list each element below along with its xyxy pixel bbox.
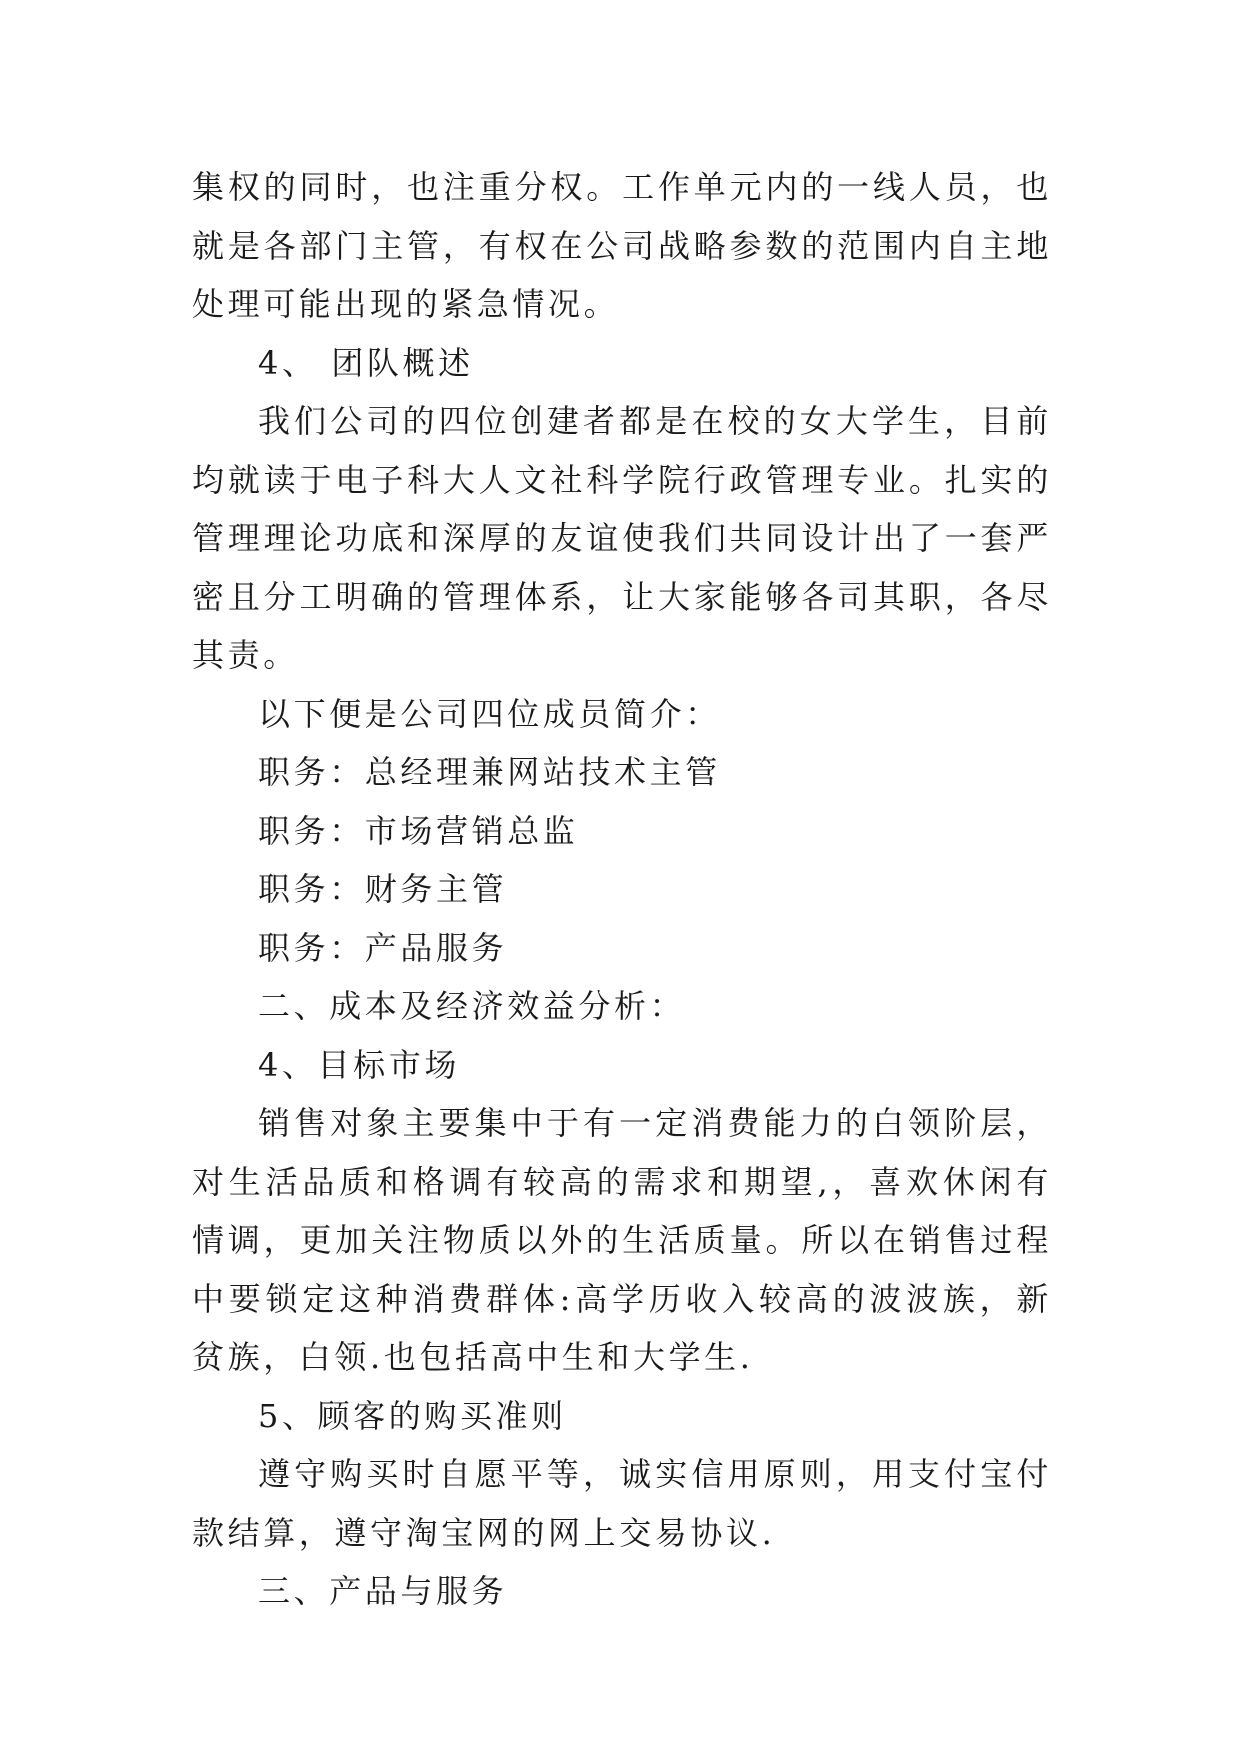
paragraph-target-market: 销售对象主要集中于有一定消费能力的白领阶层，对生活品质和格调有较高的需求和期望,，喜欢休闲有情调，更加关注物质以外的生活质量。所以在销售过程中要锁定这种消费群体:高学历收入较高的波波族，新贫族，白领.也包括高中生和大学生.	[192, 1104, 1052, 1376]
member-role-2: 职务：市场营销总监	[258, 811, 579, 850]
paragraph-founders: 我们公司的四位创建者都是在校的女大学生，目前均就读于电子科大人文社科学院行政管理专业。扎实的管理理论功底和深厚的友谊使我们共同设计出了一套严密且分工明确的管理体系，让大家能够各司其职，各尽其责。	[192, 402, 1052, 674]
section-heading-purchase-rules: 5、顾客的购买准则	[258, 1396, 567, 1435]
paragraph-continuation: 集权的同时，也注重分权。工作单元内的一线人员，也就是各部门主管，有权在公司战略参数的范围内自主地处理可能出现的紧急情况。	[192, 168, 1052, 323]
member-role-3: 职务：财务主管	[258, 870, 508, 908]
section-heading-products-services: 三、产品与服务	[258, 1572, 508, 1610]
member-role-1: 职务：总经理兼网站技术主管	[258, 753, 721, 791]
member-role-4: 职务：产品服务	[258, 928, 508, 967]
paragraph-purchase-rules: 遵守购买时自愿平等，诚实信用原则，用支付宝付款结算，遵守淘宝网的网上交易协议.	[192, 1455, 1052, 1552]
section-heading-target-market: 4、目标市场	[258, 1045, 460, 1084]
section-heading-cost-analysis: 二、成本及经济效益分析：	[258, 987, 686, 1025]
document-body	[192, 158, 1052, 1621]
paragraph-members-intro: 以下便是公司四位成员简介：	[258, 694, 721, 733]
section-heading-team-overview: 4、 团队概述	[258, 343, 474, 382]
